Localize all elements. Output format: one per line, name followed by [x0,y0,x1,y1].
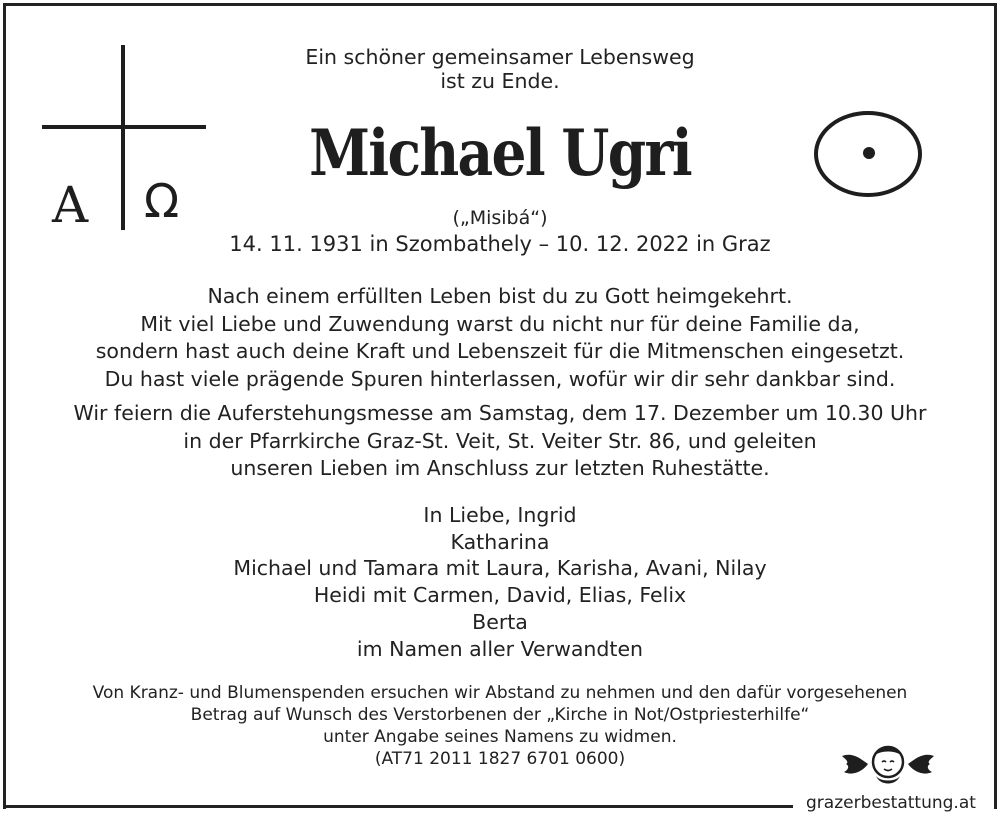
donation-line: Von Kranz- und Blumenspenden ersuchen wir Abstand zu nehmen und den dafür vorgesehenen [92,683,908,703]
signer-line: Berta [472,609,528,634]
omega-symbol: Ω [144,174,180,228]
tribute-line: Du hast viele prägende Spuren hinterlassen, wofür wir dir sehr dankbar sind. [104,366,896,391]
opening-line: Ein schöner gemeinsamer Lebensweg [305,45,695,69]
signer-line: Michael und Tamara mit Laura, Karisha, Avani, Nilay [233,556,767,581]
tribute-line: Nach einem erfüllten Leben bist du zu Gott heimgekehrt. [207,284,793,308]
bottom-divider [3,805,793,808]
nickname: („Misibá“) [452,207,548,229]
service-line: unseren Lieben im Anschluss zur letzten Ruhestätte. [230,456,770,480]
donation-iban: (AT71 2011 1827 6701 0600) [374,749,626,769]
donation-line: unter Angabe seines Namens zu widmen. [323,727,677,747]
service-info [0,400,1000,483]
service-line: in der Pfarrkirche Graz-St. Veit, St. Veiter Str. 86, und geleiten [183,428,817,453]
alpha-symbol: A [52,176,89,234]
signer-line: Heidi mit Carmen, David, Elias, Felix [313,583,687,608]
website-label: grazerbestattung.at [806,793,976,813]
donation-line: Betrag auf Wunsch des Verstorbenen der „Kirche in Not/Ostpriesterhilfe“ [190,705,810,725]
tribute-text [0,283,1000,393]
signer-line: Katharina [450,529,550,554]
service-line: Wir feiern die Auferstehungsmesse am Samstag, dem 17. Dezember um 10.30 Uhr [73,401,927,425]
signer-line: In Liebe, Ingrid [423,503,577,527]
donation-note [0,682,1000,770]
tribute-line: sondern hast auch deine Kraft und Lebenszeit für die Mitmenschen eingesetzt. [95,339,905,363]
tribute-line: Mit viel Liebe und Zuwendung warst du nicht nur für deine Familie da, [140,311,860,336]
life-dates: 14. 11. 1931 in Szombathely – 10. 12. 2022 in Graz [229,232,771,256]
deceased-name: Michael Ugri [309,116,691,191]
signer-line: im Namen aller Verwandten [356,636,644,661]
signers-list [0,502,1000,662]
opening-line: ist zu Ende. [440,69,560,93]
opening-verse [0,45,1000,93]
